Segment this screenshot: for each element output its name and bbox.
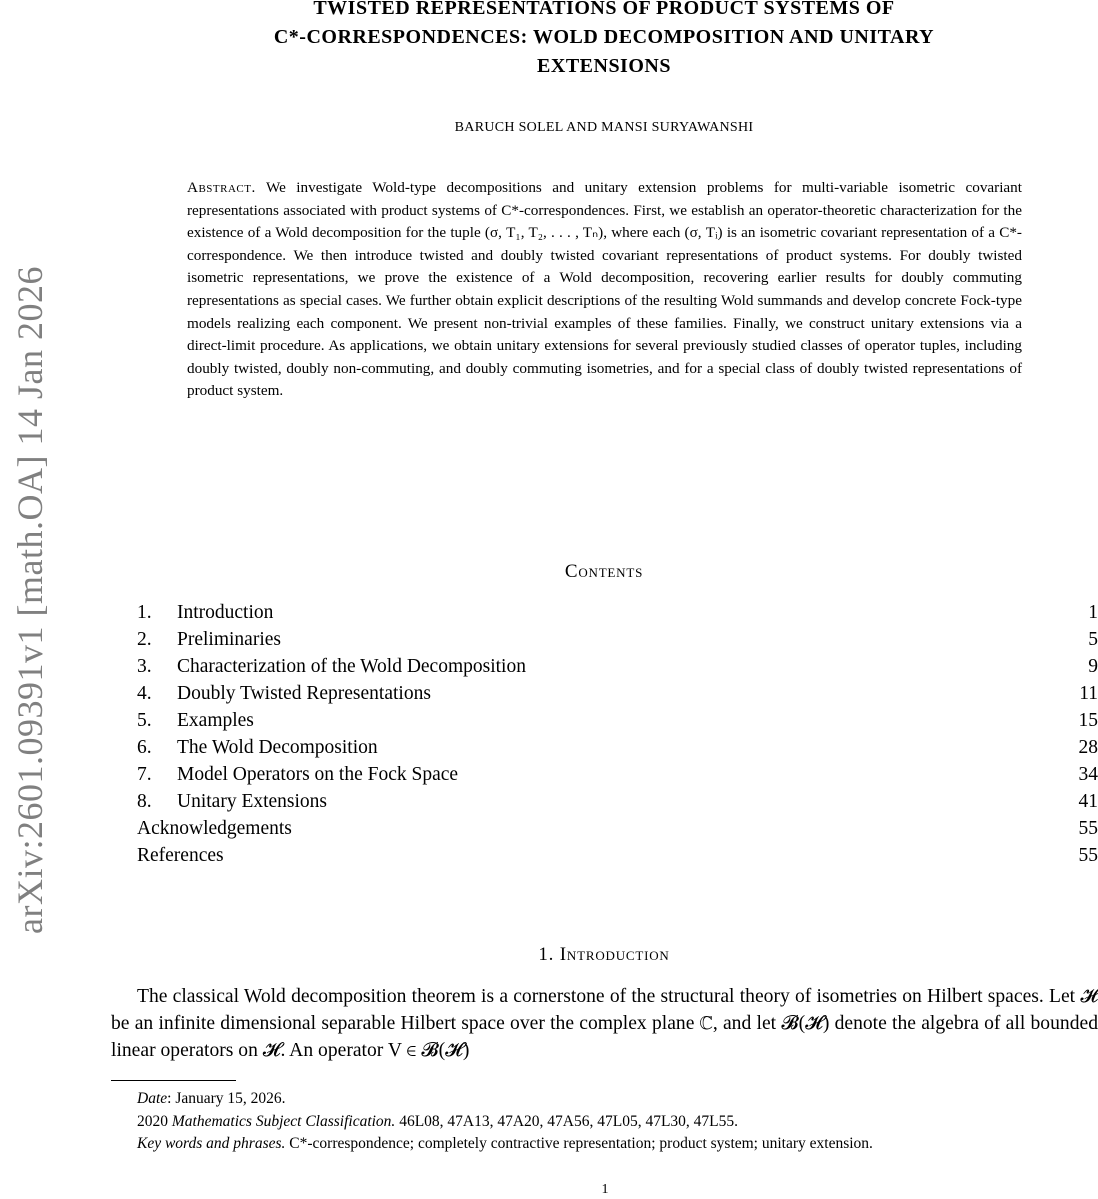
abstract-text: We investigate Wold-type decompositions and unitary extension problems for multi-variable isometric covariant representations associated with product systems of C*-correspondences. First, we establish an operator-theoretic characterization for the existence of a Wold decomposition for the tuple (σ, T₁, T₂, . . . , Tₙ), where each (σ, Tᵢ) is an isometric covariant representation of a C*-correspondence. We then introduce twisted and doubly twisted covariant representations of product systems. For doubly twisted isometric representations, we prove the existence of a Wold decomposition, recovering earlier results for doubly commuting representations as special cases. We further obtain explicit descriptions of the resulting Wold summands and develop concrete Fock-type models realizing each component. We present non-trivial examples of these families. Finally, we construct unitary extensions via a direct-limit procedure. As applications, we obtain unitary extensions for several previously studied classes of operator tuples, including doubly twisted, doubly non-commuting, and doubly commuting isometries, and for a special class of doubly twisted representations of product system. xyxy=(187,179,1022,400)
toc-title: Doubly Twisted Representations xyxy=(177,683,431,704)
title-line-1: TWISTED REPRESENTATIONS OF PRODUCT SYSTEMS OF xyxy=(313,0,895,19)
toc-number: 5. xyxy=(137,710,152,731)
toc-page: 1 xyxy=(1088,602,1098,623)
msc-value: 46L08, 47A13, 47A20, 47A56, 47L05, 47L30, 47L55. xyxy=(395,1112,739,1130)
page-number: 1 xyxy=(601,1182,609,1197)
title-line-2: C*-CORRESPONDENCES: WOLD DECOMPOSITION AND UNITARY xyxy=(273,26,935,48)
toc-title: Characterization of the Wold Decomposition xyxy=(177,656,526,677)
toc-title: Model Operators on the Fock Space xyxy=(177,764,459,785)
title-line-3: EXTENSIONS xyxy=(537,55,671,77)
keywords-value: C*-correspondence; completely contractive representation; product system; unitary extension. xyxy=(285,1135,873,1152)
toc-entry[interactable] xyxy=(137,842,1098,869)
arxiv-stamp xyxy=(4,0,56,1199)
date-label: Date xyxy=(137,1090,168,1107)
toc-title: Introduction xyxy=(177,602,274,623)
toc-page: 41 xyxy=(1078,791,1098,812)
msc-prefix: 2020 xyxy=(137,1112,172,1130)
footnotes xyxy=(111,1088,1098,1156)
toc-entry[interactable] xyxy=(137,788,1098,815)
msc-label: Mathematics Subject Classification. xyxy=(171,1112,396,1130)
toc-page: 11 xyxy=(1079,683,1098,704)
table-of-contents xyxy=(137,599,1098,869)
toc-number: 1. xyxy=(137,602,152,623)
toc-number: 7. xyxy=(137,764,152,785)
toc-title: References xyxy=(137,845,224,866)
toc-title: Acknowledgements xyxy=(137,818,292,839)
abstract xyxy=(187,177,1022,403)
toc-page: 34 xyxy=(1078,764,1098,785)
toc-entry[interactable] xyxy=(137,761,1098,788)
authors: BARUCH SOLEL AND MANSI SURYAWANSHI xyxy=(454,120,754,135)
toc-entry[interactable] xyxy=(137,815,1098,842)
section-title: Introduction xyxy=(559,944,670,965)
toc-page: 15 xyxy=(1078,710,1098,731)
toc-page: 55 xyxy=(1078,845,1098,866)
toc-page: 9 xyxy=(1088,656,1098,677)
toc-number: 3. xyxy=(137,656,152,677)
toc-page: 5 xyxy=(1088,629,1098,650)
intro-paragraph: The classical Wold decomposition theorem is a cornerstone of the structural theory of isometries on Hilbert spaces. Let 𝓗 be an infinite dimensional separable Hilbert space over the complex plane ℂ, and let 𝓑(𝓗) denote the algebra of all bounded linear operators on 𝓗. An operator V ∈ 𝓑(𝓗) xyxy=(111,986,1098,1061)
toc-title: Examples xyxy=(177,710,254,731)
toc-title: The Wold Decomposition xyxy=(177,737,378,758)
toc-entry[interactable] xyxy=(137,707,1098,734)
toc-page: 55 xyxy=(1078,818,1098,839)
keywords-label: Key words and phrases. xyxy=(137,1135,286,1152)
toc-entry[interactable] xyxy=(137,680,1098,707)
arxiv-identifier[interactable]: arXiv:2601.09391v1 [math.OA] 14 Jan 2026 xyxy=(10,265,51,934)
toc-number: 8. xyxy=(137,791,152,812)
toc-title: Preliminaries xyxy=(177,629,281,650)
toc-page: 28 xyxy=(1078,737,1098,758)
toc-number: 2. xyxy=(137,629,152,650)
toc-entry[interactable] xyxy=(137,734,1098,761)
toc-number: 6. xyxy=(137,737,152,758)
section-heading xyxy=(150,944,1058,966)
toc-entry[interactable] xyxy=(137,599,1098,626)
footnote-keywords xyxy=(111,1133,1098,1156)
footnote-msc xyxy=(111,1111,1098,1134)
abstract-label: Abstract. xyxy=(187,179,256,196)
footnote-rule xyxy=(111,1080,236,1081)
toc-number: 4. xyxy=(137,683,152,704)
date-value: : January 15, 2026. xyxy=(167,1090,286,1107)
paper-title xyxy=(150,0,1058,81)
toc-title: Unitary Extensions xyxy=(177,791,328,812)
toc-entry[interactable] xyxy=(137,626,1098,653)
contents-heading: Contents xyxy=(564,561,644,582)
footnote-date xyxy=(111,1088,1098,1111)
toc-entry[interactable] xyxy=(137,653,1098,680)
section-number: 1. xyxy=(538,944,555,965)
